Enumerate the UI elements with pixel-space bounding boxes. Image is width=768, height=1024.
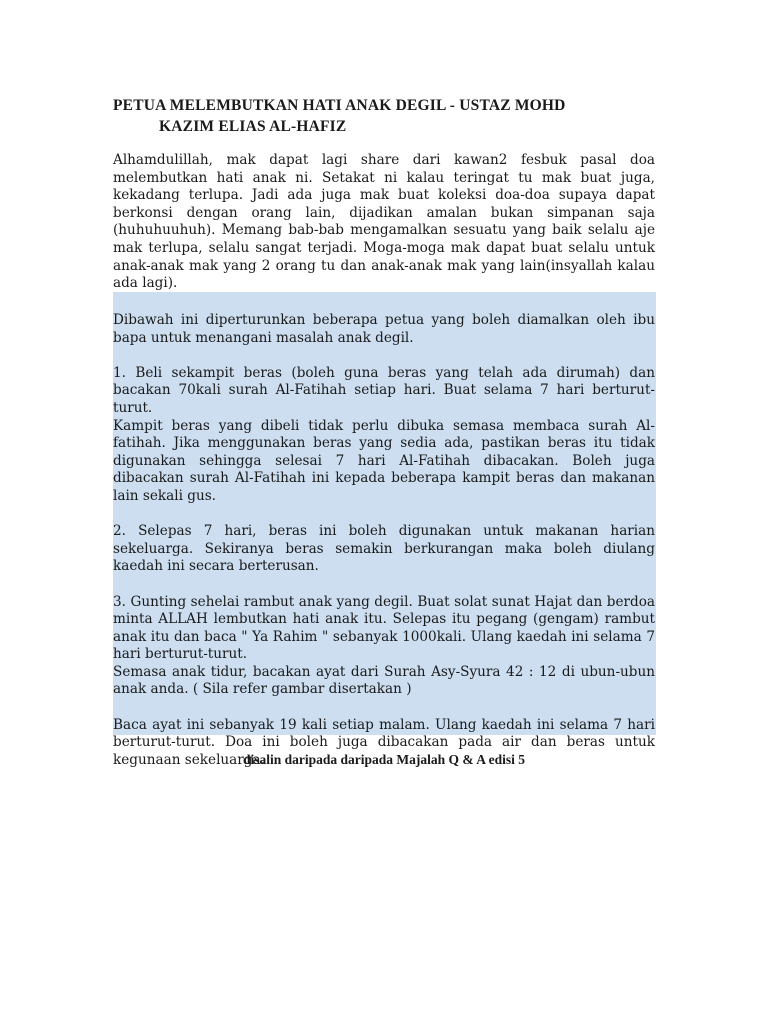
closing-paragraph: Baca ayat ini sebanyak 19 kali setiap malam. Ulang kaedah ini selama 7 hari berturut-turut. Doa ini boleh juga dibacakan pada air dan beras untuk kegunaan sekeluarga. <box>113 716 655 768</box>
shaded-section <box>113 312 655 769</box>
tip-2-paragraph: 2. Selepas 7 hari, beras ini boleh digunakan untuk makanan harian sekeluarga. Sekiranya beras semakin berkurangan maka boleh diulang kaedah ini secara berterusan. <box>113 523 655 575</box>
document-title <box>113 95 673 137</box>
tip-3-note: Semasa anak tidur, bacakan ayat dari Surah Asy-Syura 42 : 12 di ubun-ubun anak anda. ( Sila refer gambar disertakan ) <box>113 663 655 698</box>
title-line-2: KAZIM ELIAS AL-HAFIZ <box>159 118 347 135</box>
intro-paragraph: Alhamdulillah, mak dapat lagi share dari kawan2 fesbuk pasal doa melembutkan hati anak ni. Setakat ni kalau teringat tu mak buat juga, kekadang terlupa. Jadi ada juga mak buat koleksi doa-doa supaya dapat berkonsi dengan orang lain, dijadikan amalan bukan simpanan saja (huhuhuuhuh). Memang bab-bab mengamalkan sesuatu yang baik selalu aje mak terlupa, selalu sangat terjadi. Moga-moga mak dapat buat selalu untuk anak-anak mak yang 2 orang tu dan anak-anak mak yang lain(insyallah kalau ada lagi). <box>113 152 655 292</box>
tip-3-paragraph <box>113 594 655 700</box>
title-line-1: PETUA MELEMBUTKAN HATI ANAK DEGIL - USTAZ MOHD <box>113 97 566 114</box>
tip-1-paragraph <box>113 365 655 506</box>
tip-3-step: 3. Gunting sehelai rambut anak yang degil. Buat solat sunat Hajat dan berdoa minta ALLAH lembutkan hati anak itu. Selepas itu pegang (gengam) rambut anak itu dan baca " Ya Rahim " sebanyak 1000kali. Ulang kaedah ini selama 7 hari berturut-turut. <box>113 593 655 663</box>
tip-1-step: 1. Beli sekampit beras (boleh guna beras yang telah ada dirumah) dan bacakan 70kali surah Al-Fatihah setiap hari. Buat selama 7 hari berturut-turut. <box>113 364 655 416</box>
tip-1-note: Kampit beras yang dibeli tidak perlu dibuka semasa membaca surah Al-fatihah. Jika menggunakan beras yang sedia ada, pastikan beras itu tidak digunakan sehingga selesai 7 hari Al-Fatihah dibacakan. Boleh juga dibacakan surah Al-Fatihah ini kepada beberapa kampit beras dan makanan lain sekali gus. <box>113 417 655 504</box>
tips-intro-paragraph: Dibawah ini diperturunkan beberapa petua yang boleh diamalkan oleh ibu bapa untuk menangani masalah anak degil. <box>113 312 655 346</box>
source-credit: disalin daripada daripada Majalah Q & A edisi 5 <box>242 752 526 767</box>
